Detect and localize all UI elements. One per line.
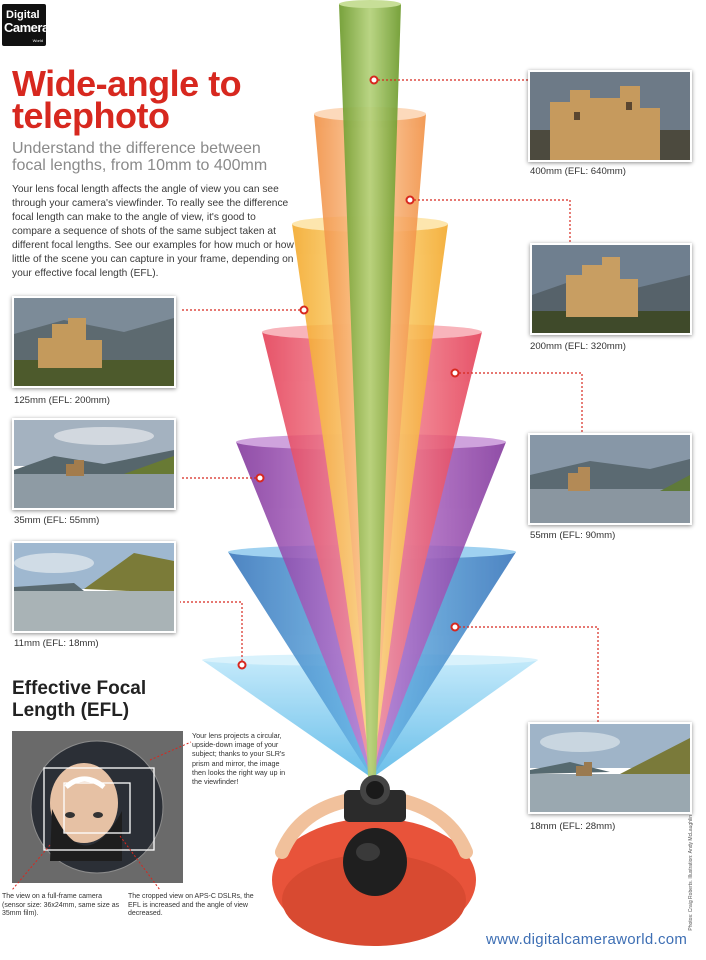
caption-35mm: 35mm (EFL: 55mm) — [14, 515, 100, 526]
efl-heading: Effective Focal Length (EFL) — [12, 678, 147, 721]
page-subtitle: Understand the difference between focal lengths, from 10mm to 400mm — [12, 140, 268, 174]
efl-note: Your lens projects a circular, upside-down image of your subject; thanks to your SLR's prism and mirror, the image then looks the right way up in the viewfinder! — [192, 731, 286, 787]
caption-55mm: 55mm (EFL: 90mm) — [530, 530, 616, 541]
intro-paragraph: Your lens focal length affects the angle of view you can see through your camera's viewfinder. To really see the difference focal length can make to the angle of view, it's good to compare a sequence of shots of the same subject taken at different focal lengths. See our examples for how much or how little of the scene you can capture in your frame, depending on your effective focal length (EFL). — [12, 184, 294, 279]
logo-line1: Digital — [6, 9, 40, 21]
efl-caption-full-frame: The view on a full-frame camera (sensor size: 36x24mm, same size as 35mm film). — [2, 893, 120, 918]
logo-line3: World — [32, 38, 43, 43]
photo-credit: Photos: Craig Roberts. Illustration: Andy McLaughlin — [688, 815, 694, 931]
footer-url-link[interactable]: www.digitalcameraworld.com — [486, 931, 688, 948]
page-title: Wide-angle to telephoto — [12, 63, 242, 136]
efl-caption-aps-c: The cropped view on APS-C DSLRs, the EFL is increased and the angle of view decreased. — [128, 893, 254, 918]
caption-125mm: 125mm (EFL: 200mm) — [14, 395, 110, 406]
caption-18mm: 18mm (EFL: 28mm) — [530, 821, 616, 832]
caption-200mm: 200mm (EFL: 320mm) — [530, 341, 626, 352]
caption-11mm: 11mm (EFL: 18mm) — [14, 638, 99, 649]
caption-400mm: 400mm (EFL: 640mm) — [530, 166, 626, 177]
logo-line2: Camera — [4, 20, 49, 35]
